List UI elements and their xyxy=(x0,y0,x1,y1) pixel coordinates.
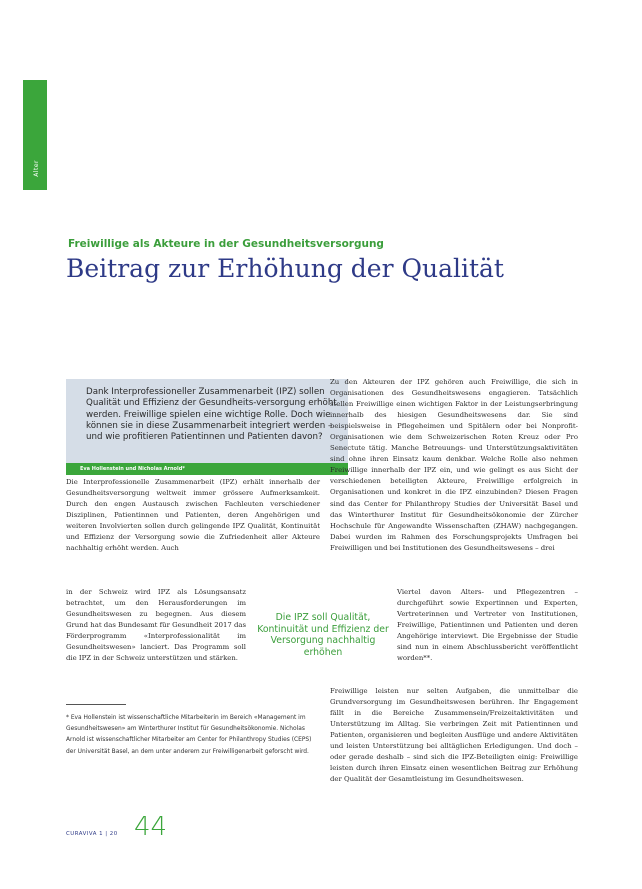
section-tab-label: Alter xyxy=(33,160,40,177)
body-paragraph: Die Interprofessionelle Zusammenarbeit (IPZ) erhält innerhalb der Gesundheitsversorgung weltweit immer grössere Aufmerksamkeit. Durch den engen Austausch zwischen Fachleuten verschiedener Disziplinen, Patientinnen und Patienten, deren Angehörigen und weiteren Involvierten sollen durch gelingende IPZ Qualität, Kontinuität und Effizienz der Versorgung sowie die Zufriedenheit aller Akteure nachhaltig erhöht werden. Auch xyxy=(66,478,320,553)
lead-text: Dank Interprofessioneller Zusammenarbeit (IPZ) sollen Qualität und Effizienz der Gesundheits-versorgung erhöht werden. Freiwillige spielen eine wichtige Rolle. Doch wie können sie in diese Zusammenarbeit integriert werden – und wie profitieren Patientinnen und Patienten davon? xyxy=(86,387,337,443)
footer-brand: CURAVIVA 1 | 20 xyxy=(66,831,118,837)
footnote: * Eva Hollenstein ist wissenschaftliche Mitarbeiterin im Bereich «Management im Gesundheitswesen» am Winterthurer Institut für Gesundheitsökonomie. Nicholas Arnold ist wissenschaftlicher Mitarbeiter am Center for Philanthropy Studies (CEPS) der Universität Basel, an dem unter anderem zur Freiwilligenarbeit geforscht wird. xyxy=(66,715,312,755)
page-number: 44 xyxy=(134,812,168,842)
article-kicker: Freiwillige als Akteure in der Gesundheitsversorgung xyxy=(68,238,384,250)
article-title: Beitrag zur Erhöhung der Qualität xyxy=(66,254,504,283)
footnote-rule xyxy=(66,704,126,705)
body-column-left-top xyxy=(66,477,320,554)
author-line: Eva Hollenstein und Nicholas Arnold* xyxy=(80,466,185,472)
lead-box xyxy=(66,379,348,465)
author-bar xyxy=(66,463,348,475)
body-paragraph: Freiwillige leisten nur selten Aufgaben, die unmittelbar die Grundversorgung im Gesundheitswesen berühren. Ihr Engagement fällt in die Bereiche Zusammensein/Freizeitaktivitäten und Unterstützung im Alltag. Sie verbringen Zeit mit Patientinnen und Patienten, organisieren und begleiten Ausflüge und andere Aktivitäten und leisten Unterstützung bei alltäglichen Erledigungen. Und doch – oder gerade deshalb – sind sich die IPZ-Beteiligten einig: Freiwillige leisten durch ihren Einsatz einen wesentlichen Beitrag zur Erhöhung der Qualität der Gesamtleistung im Gesundheitswesen. xyxy=(330,687,578,784)
body-column-right-narrow xyxy=(397,587,578,664)
body-column-right-top xyxy=(330,377,578,554)
body-column-right-bottom xyxy=(330,686,578,785)
body-paragraph: Viertel davon Alters- und Pflegezentren – durchgeführt sowie Expertinnen und Experten, Vertreterinnen und Vertreter von Institutionen, Freiwillige, Patientinnen und Patienten und deren Angehörige interviewt. Die Ergebnisse der Studie sind nun in einem Abschlussbericht veröffentlicht worden**. xyxy=(397,588,578,663)
pull-quote: Die IPZ soll Qualität, Kontinuität und Effizienz der Versorgung nachhaltig erhöhen xyxy=(257,612,389,658)
body-paragraph: in der Schweiz wird IPZ als Lösungsansatz betrachtet, um den Herausforderungen im Gesundheitswesen zu begegnen. Aus diesem Grund hat das Bundesamt für Gesundheit 2017 das Förderprogramm «Interprofessionalität im Gesundheitswesen» lanciert. Das Programm soll die IPZ in der Schweiz unterstützen und stärken. xyxy=(66,588,246,663)
body-column-left-narrow xyxy=(66,587,246,664)
body-paragraph: Zu den Akteuren der IPZ gehören auch Freiwillige, die sich in Organisationen des Gesundheitswesens engagieren. Tatsächlich stellen Freiwillige einen wichtigen Faktor in der Leistungserbringung innerhalb des hiesigen Gesundheitswesens dar. Sie sind beispielsweise in Pflegeheimen und Spitälern oder bei Nonprofit-Organisationen wie dem Schweizerischen Roten Kreuz oder Pro Senectute tätig. Manche Betreuungs- und Unterstützungsaktivitäten sind ohne ihren Einsatz kaum denkbar. Welche Rolle also nehmen Freiwillige innerhalb der IPZ ein, und wie gelingt es aus Sicht der verschiedenen beteiligten Akteure, Freiwillige erfolgreich in Organisationen und konkret in die IPZ einzubinden? Diesen Fragen sind das Center for Philanthropy Studies der Universität Basel und das Winterthurer Institut für Gesundheitsökonomie der Zürcher Hochschule für Angewandte Wissenschaften (ZHAW) nachgegangen. Dabei wurden im Rahmen des Forschungsprojekts Umfragen bei Freiwilligen und bei Institutionen des Gesundheitswesens – drei xyxy=(330,378,578,552)
